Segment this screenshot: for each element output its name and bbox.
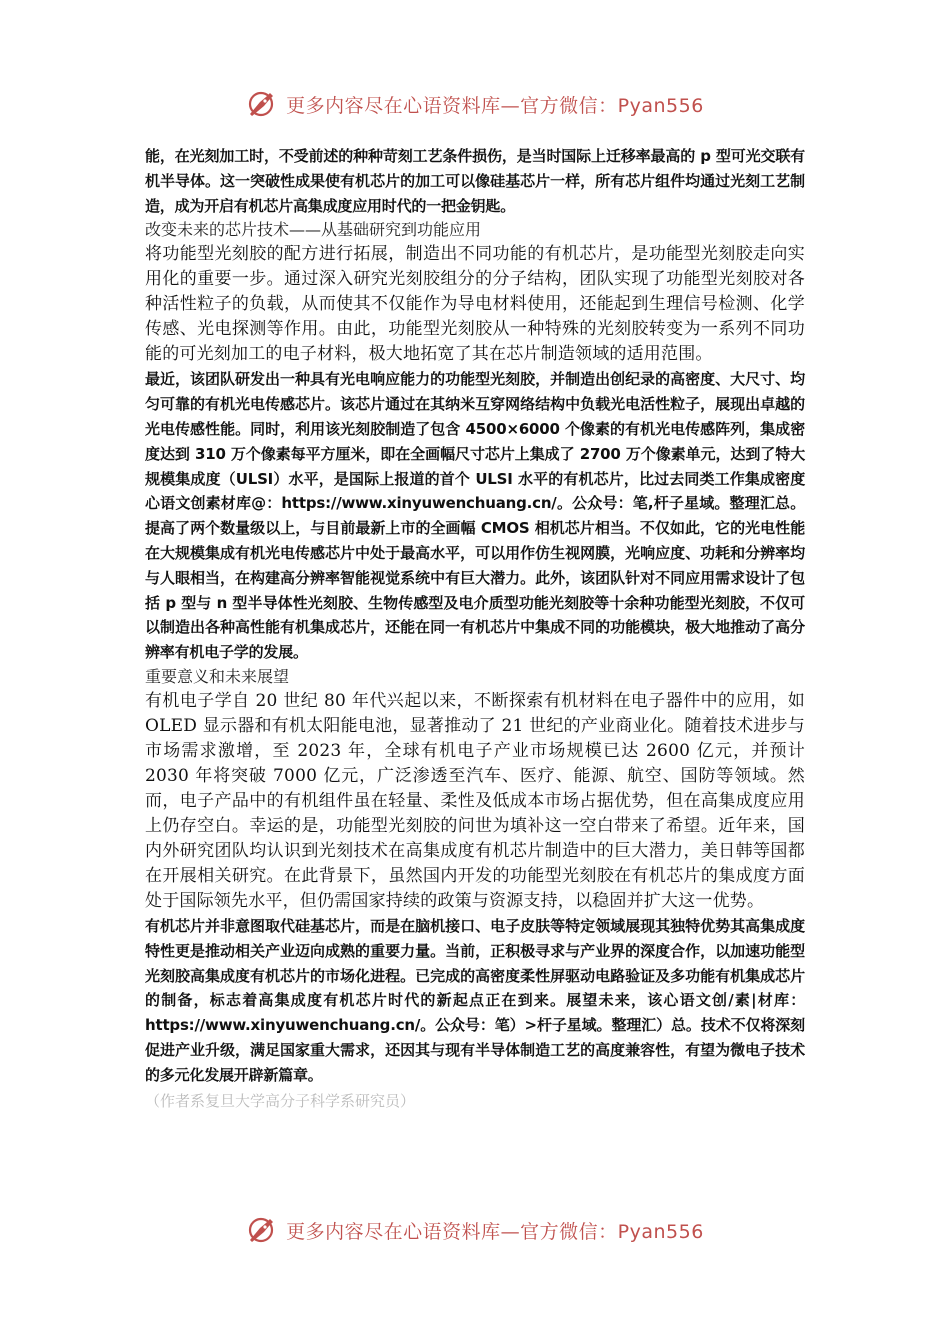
footer-banner-text: 更多内容尽在心语资料库—官方微信：Pyan556 (286, 1220, 704, 1243)
article-body (145, 144, 805, 1114)
article-paragraph-3: 最近，该团队研发出一种具有光电响应能力的功能型光刻胶，并制造出创纪录的高密度、大尺寸、均匀可靠的有机光电传感芯片。该芯片通过在其纳米互穿网络结构中负载光电活性粒子，展现出卓越的光电传感性能。同时，利用该光刻胶制造了包含 4500×6000 个像素的有机光电传感阵列，集成密度达到 310 万个像素每平方厘米，即在全画幅尺寸芯片上集成了 2700 万个像素单元，达到了特大规模集成度（ULSI）水平，是国际上报道的首个 ULSI 水平的有机芯片，比过去同类工作集成密度心语文创素材库@：https://www.xinyuwenchuang.cn/。公众号：笔,杆子星域。整理汇总。提高了两个数量级以上，与目前最新上市的全画幅 CMOS 相机芯片相当。不仅如此，它的光电性能在大规模集成有机光电传感芯片中处于最高水平，可以用作仿生视网膜，光响应度、功耗和分辨率均与人眼相当，在构建高分辨率智能视觉系统中有巨大潜力。此外，该团队针对不同应用需求设计了包括 p 型与 n 型半导体性光刻胶、生物传感型及电介质型功能光刻胶等十余种功能型光刻胶，不仅可以制造出各种高性能有机集成芯片，还能在同一有机芯片中集成不同的功能模块，极大地推动了高分辨率有机电子学的发展。 (145, 370, 805, 662)
section-heading-2: 重要意义和未来展望 (145, 666, 290, 686)
footer-wechat-id: Pyan556 (617, 1220, 704, 1243)
header-banner (0, 84, 950, 124)
header-wechat-id: Pyan556 (617, 94, 704, 117)
article-paragraph-4: 有机电子学自 20 世纪 80 年代兴起以来，不断探索有机材料在电子器件中的应用，如 OLED 显示器和有机太阳能电池，显著推动了 21 世纪的产业商业化。随着技术进步与市场需求激增，至 2023 年，全球有机电子产业市场规模已达 2600 亿元，并预计 2030 年将突破 7000 亿元，广泛渗透至汽车、医疗、能源、航空、国防等领域。然而，电子产品中的有机组件虽在轻量、柔性及低成本市场占据优势，但在高集成度应用上仍存空白。幸运的是，功能型光刻胶的问世为填补这一空白带来了希望。近年来，国内外研究团队均认识到光刻技术在高集成度有机芯片制造中的巨大潜力，美日韩等国都在开展相关研究。在此背景下，虽然国内开发的功能型光刻胶在有机芯片的集成度方面处于国际领先水平，但仍需国家持续的政策与资源支持，以稳固并扩大这一优势。 (145, 690, 805, 911)
footer-banner (0, 1210, 950, 1250)
section-heading-1: 改变未来的芯片技术——从基础研究到功能应用 (145, 220, 482, 240)
pen-nib-logo-icon (246, 1214, 278, 1246)
article-paragraph-1: 能，在光刻加工时，不受前述的种种苛刻工艺条件损伤，是当时国际上迁移率最高的 p 型可光交联有机半导体。这一突破性成果使有机芯片的加工可以像硅基芯片一样，所有芯片组件均通过光刻工艺制造，成为开启有机芯片高集成度应用时代的一把金钥匙。 (145, 147, 805, 215)
article-paragraph-5: 有机芯片并非意图取代硅基芯片，而是在脑机接口、电子皮肤等特定领域展现其独特优势其高集成度特性更是推动相关产业迈向成熟的重要力量。当前，正积极寻求与产业界的深度合作，以加速功能型光刻胶高集成度有机芯片的市场化进程。已完成的高密度柔性屏驱动电路验证及多功能有机集成芯片的制备，标志着高集成度有机芯片时代的新起点正在到来。展望未来，该心语文创/素|材库：https://www.xinyuwenchuang.cn/。公众号：笔）>杆子星域。整理汇）总。技术不仅将深刻促进产业升级，满足国家重大需求，还因其与现有半导体制造工艺的高度兼容性，有望为微电子技术的多元化发展开辟新篇章。 (145, 916, 805, 1084)
header-banner-text: 更多内容尽在心语资料库—官方微信：Pyan556 (286, 94, 704, 117)
pen-nib-logo-icon (246, 88, 278, 120)
article-paragraph-2: 将功能型光刻胶的配方进行拓展，制造出不同功能的有机芯片，是功能型光刻胶走向实用化的重要一步。通过深入研究光刻胶组分的分子结构，团队实现了功能型光刻胶对各种活性粒子的负载，从而使其不仅能作为导电材料使用，还能起到生理信号检测、化学传感、光电探测等作用。由此，功能型光刻胶从一种特殊的光刻胶转变为一系列不同功能的可光刻加工的电子材料，极大地拓宽了其在芯片制造领域的适用范围。 (145, 244, 805, 365)
author-note: （作者系复旦大学高分子科学系研究员） (145, 1091, 416, 1110)
